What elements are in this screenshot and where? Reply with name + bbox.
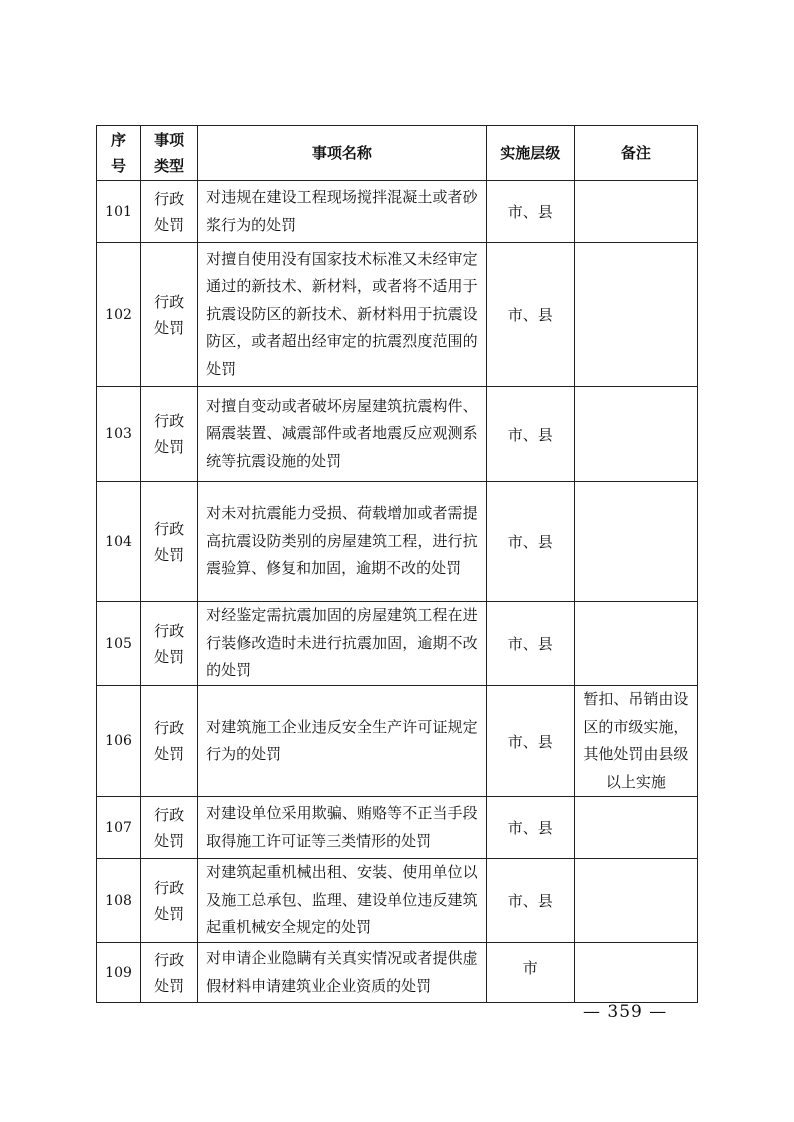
row-level: 市、县 bbox=[486, 602, 574, 686]
matters-table bbox=[96, 125, 698, 1003]
row-level: 市、县 bbox=[486, 797, 574, 859]
row-level: 市、县 bbox=[486, 859, 574, 943]
row-name: 对建筑施工企业违反安全生产许可证规定行为的处罚 bbox=[198, 686, 486, 797]
row-type: 行政 处罚 bbox=[141, 943, 198, 1003]
row-type: 行政 处罚 bbox=[141, 859, 198, 943]
row-seq: 102 bbox=[97, 243, 141, 387]
header-seq: 序号 bbox=[97, 126, 141, 181]
row-note: 暂扣、吊销由设区的市级实施，其他处罚由县级以上实施 bbox=[574, 686, 697, 797]
row-type: 行政 处罚 bbox=[141, 686, 198, 797]
row-note bbox=[574, 602, 697, 686]
header-name: 事项名称 bbox=[198, 126, 486, 181]
table-row bbox=[97, 686, 698, 797]
table-row bbox=[97, 482, 698, 602]
row-type: 行政 处罚 bbox=[141, 482, 198, 602]
row-note bbox=[574, 943, 697, 1003]
row-type: 行政 处罚 bbox=[141, 181, 198, 243]
row-note bbox=[574, 181, 697, 243]
row-level: 市、县 bbox=[486, 243, 574, 387]
row-name: 对擅自变动或者破坏房屋建筑抗震构件、隔震装置、减震部件或者地震反应观测系统等抗震设施的处罚 bbox=[198, 387, 486, 482]
row-seq: 109 bbox=[97, 943, 141, 1003]
row-name: 对经鉴定需抗震加固的房屋建筑工程在进行装修改造时未进行抗震加固，逾期不改的处罚 bbox=[198, 602, 486, 686]
row-name: 对擅自使用没有国家技术标准又未经审定通过的新技术、新材料，或者将不适用于抗震设防区的新技术、新材料用于抗震设防区，或者超出经审定的抗震烈度范围的处罚 bbox=[198, 243, 486, 387]
header-level: 实施层级 bbox=[486, 126, 574, 181]
page-number: — 359 — bbox=[583, 1002, 668, 1022]
row-name: 对建设单位采用欺骗、贿赂等不正当手段取得施工许可证等三类情形的处罚 bbox=[198, 797, 486, 859]
row-note bbox=[574, 482, 697, 602]
row-name: 对违规在建设工程现场搅拌混凝土或者砂浆行为的处罚 bbox=[198, 181, 486, 243]
row-name: 对未对抗震能力受损、荷载增加或者需提高抗震设防类别的房屋建筑工程，进行抗震验算、修复和加固，逾期不改的处罚 bbox=[198, 482, 486, 602]
row-seq: 101 bbox=[97, 181, 141, 243]
row-seq: 107 bbox=[97, 797, 141, 859]
row-seq: 104 bbox=[97, 482, 141, 602]
row-level: 市、县 bbox=[486, 387, 574, 482]
row-seq: 106 bbox=[97, 686, 141, 797]
row-type: 行政 处罚 bbox=[141, 243, 198, 387]
row-type: 行政 处罚 bbox=[141, 797, 198, 859]
row-name: 对建筑起重机械出租、安装、使用单位以及施工总承包、监理、建设单位违反建筑起重机械安全规定的处罚 bbox=[198, 859, 486, 943]
row-name: 对申请企业隐瞒有关真实情况或者提供虚假材料申请建筑业企业资质的处罚 bbox=[198, 943, 486, 1003]
row-note bbox=[574, 387, 697, 482]
header-note: 备注 bbox=[574, 126, 697, 181]
table-row bbox=[97, 859, 698, 943]
row-type: 行政 处罚 bbox=[141, 602, 198, 686]
row-note bbox=[574, 859, 697, 943]
table-row bbox=[97, 243, 698, 387]
row-level: 市 bbox=[486, 943, 574, 1003]
table-row bbox=[97, 181, 698, 243]
table-row bbox=[97, 602, 698, 686]
row-note bbox=[574, 797, 697, 859]
table-row bbox=[97, 943, 698, 1003]
header-type: 事项类型 bbox=[141, 126, 198, 181]
row-type: 行政 处罚 bbox=[141, 387, 198, 482]
row-seq: 105 bbox=[97, 602, 141, 686]
table-row bbox=[97, 387, 698, 482]
row-note bbox=[574, 243, 697, 387]
row-seq: 103 bbox=[97, 387, 141, 482]
table-header-row bbox=[97, 126, 698, 181]
row-seq: 108 bbox=[97, 859, 141, 943]
table-row bbox=[97, 797, 698, 859]
row-level: 市、县 bbox=[486, 181, 574, 243]
row-level: 市、县 bbox=[486, 686, 574, 797]
row-level: 市、县 bbox=[486, 482, 574, 602]
